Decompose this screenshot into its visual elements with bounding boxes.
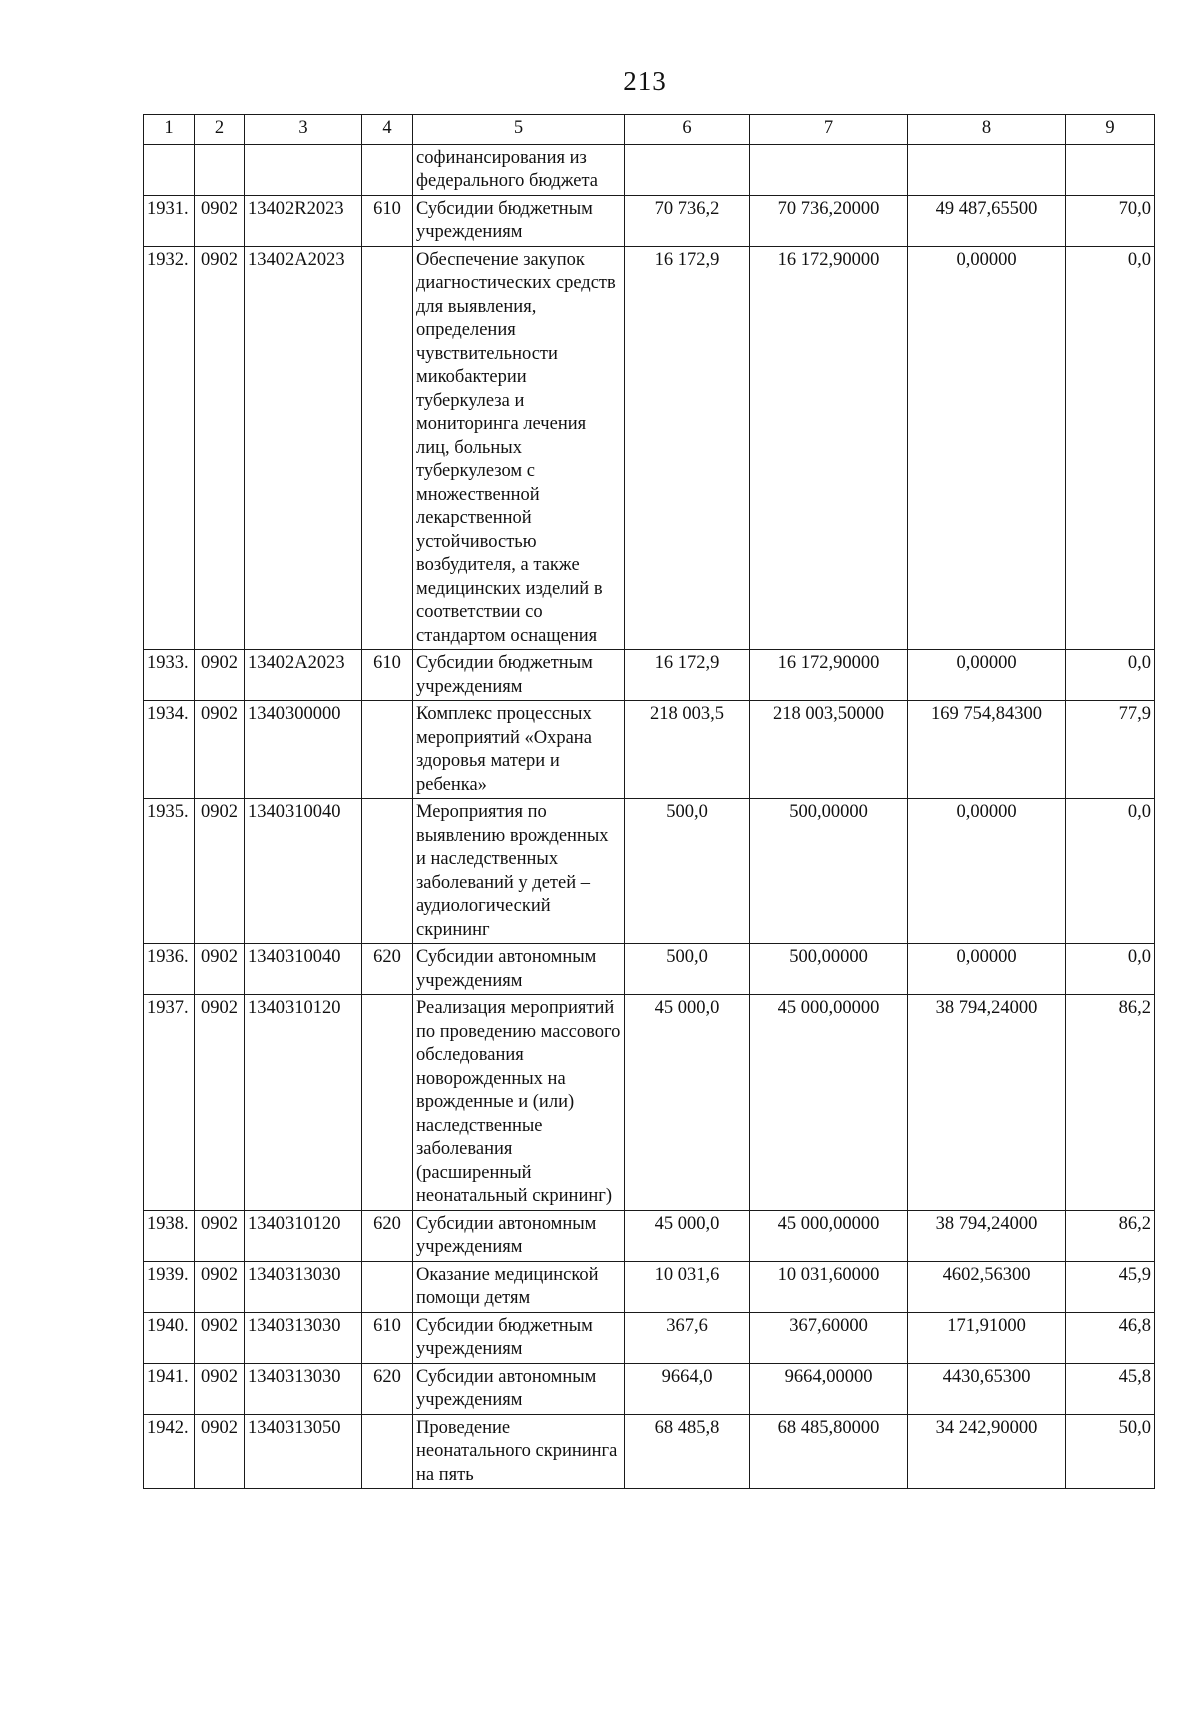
row-number-cell: 1938. <box>144 1210 195 1261</box>
executed-amount-cell: 4602,56300 <box>908 1261 1066 1312</box>
table-row <box>144 799 1155 944</box>
table-row <box>144 995 1155 1211</box>
table-row <box>144 1363 1155 1414</box>
execution-percent-cell: 46,8 <box>1066 1312 1155 1363</box>
table-row <box>144 195 1155 246</box>
plan-amount-cell: 500,0 <box>625 944 750 995</box>
table-row <box>144 1312 1155 1363</box>
expense-type-cell <box>362 144 413 195</box>
row-number-cell <box>144 144 195 195</box>
executed-amount-cell: 38 794,24000 <box>908 995 1066 1211</box>
section-code-cell: 0902 <box>195 650 245 701</box>
section-code-cell: 0902 <box>195 995 245 1211</box>
plan-amount-cell: 9664,0 <box>625 1363 750 1414</box>
row-number-cell: 1939. <box>144 1261 195 1312</box>
execution-percent-cell: 70,0 <box>1066 195 1155 246</box>
executed-amount-cell: 38 794,24000 <box>908 1210 1066 1261</box>
executed-amount-cell: 171,91000 <box>908 1312 1066 1363</box>
expense-type-cell <box>362 1261 413 1312</box>
table-row <box>144 944 1155 995</box>
header-cell: 3 <box>245 115 362 145</box>
expense-type-cell <box>362 246 413 650</box>
expense-type-cell <box>362 1414 413 1489</box>
refined-plan-cell: 16 172,90000 <box>750 650 908 701</box>
execution-percent-cell: 0,0 <box>1066 246 1155 650</box>
description-cell: софинансирования из федерального бюджета <box>413 144 625 195</box>
header-cell: 6 <box>625 115 750 145</box>
refined-plan-cell: 45 000,00000 <box>750 1210 908 1261</box>
section-code-cell: 0902 <box>195 1261 245 1312</box>
table-row <box>144 1414 1155 1489</box>
section-code-cell: 0902 <box>195 246 245 650</box>
table-row <box>144 1261 1155 1312</box>
description-cell: Субсидии автономным учреждениям <box>413 944 625 995</box>
target-article-cell: 13402A2023 <box>245 650 362 701</box>
execution-percent-cell: 86,2 <box>1066 995 1155 1211</box>
section-code-cell <box>195 144 245 195</box>
section-code-cell: 0902 <box>195 1414 245 1489</box>
row-number-cell: 1937. <box>144 995 195 1211</box>
section-code-cell: 0902 <box>195 1210 245 1261</box>
plan-amount-cell: 68 485,8 <box>625 1414 750 1489</box>
page-number: 213 <box>623 66 667 96</box>
description-cell: Субсидии автономным учреждениям <box>413 1210 625 1261</box>
target-article-cell: 13402R2023 <box>245 195 362 246</box>
plan-amount-cell: 45 000,0 <box>625 1210 750 1261</box>
execution-percent-cell: 86,2 <box>1066 1210 1155 1261</box>
execution-percent-cell: 0,0 <box>1066 799 1155 944</box>
execution-percent-cell: 0,0 <box>1066 650 1155 701</box>
section-code-cell: 0902 <box>195 1363 245 1414</box>
plan-amount-cell: 45 000,0 <box>625 995 750 1211</box>
target-article-cell: 1340313030 <box>245 1312 362 1363</box>
expense-type-cell: 620 <box>362 944 413 995</box>
description-cell: Реализация мероприятий по проведению массового обследования новорожденных на врожденные и (или) наследственные заболевания (расширенный неонатальный скрининг) <box>413 995 625 1211</box>
header-cell: 9 <box>1066 115 1155 145</box>
expense-type-cell <box>362 995 413 1211</box>
header-cell: 8 <box>908 115 1066 145</box>
executed-amount-cell: 0,00000 <box>908 650 1066 701</box>
table-row <box>144 246 1155 650</box>
execution-percent-cell: 0,0 <box>1066 944 1155 995</box>
executed-amount-cell <box>908 144 1066 195</box>
row-number-cell: 1931. <box>144 195 195 246</box>
description-cell: Субсидии бюджетным учреждениям <box>413 650 625 701</box>
description-cell: Субсидии автономным учреждениям <box>413 1363 625 1414</box>
target-article-cell: 1340310120 <box>245 995 362 1211</box>
expense-type-cell <box>362 799 413 944</box>
executed-amount-cell: 0,00000 <box>908 944 1066 995</box>
executed-amount-cell: 0,00000 <box>908 799 1066 944</box>
target-article-cell: 1340310120 <box>245 1210 362 1261</box>
description-cell: Субсидии бюджетным учреждениям <box>413 1312 625 1363</box>
plan-amount-cell: 16 172,9 <box>625 246 750 650</box>
refined-plan-cell: 9664,00000 <box>750 1363 908 1414</box>
executed-amount-cell: 49 487,65500 <box>908 195 1066 246</box>
header-cell: 7 <box>750 115 908 145</box>
expense-type-cell: 620 <box>362 1363 413 1414</box>
refined-plan-cell: 45 000,00000 <box>750 995 908 1211</box>
refined-plan-cell: 367,60000 <box>750 1312 908 1363</box>
row-number-cell: 1935. <box>144 799 195 944</box>
section-code-cell: 0902 <box>195 1312 245 1363</box>
refined-plan-cell: 500,00000 <box>750 799 908 944</box>
plan-amount-cell: 367,6 <box>625 1312 750 1363</box>
row-number-cell: 1932. <box>144 246 195 650</box>
section-code-cell: 0902 <box>195 944 245 995</box>
table-row <box>144 1210 1155 1261</box>
expense-type-cell: 620 <box>362 1210 413 1261</box>
plan-amount-cell <box>625 144 750 195</box>
target-article-cell: 1340313030 <box>245 1261 362 1312</box>
target-article-cell: 1340313050 <box>245 1414 362 1489</box>
target-article-cell <box>245 144 362 195</box>
continuation-row <box>144 144 1155 195</box>
header-cell: 4 <box>362 115 413 145</box>
section-code-cell: 0902 <box>195 701 245 799</box>
refined-plan-cell: 16 172,90000 <box>750 246 908 650</box>
executed-amount-cell: 0,00000 <box>908 246 1066 650</box>
header-cell: 1 <box>144 115 195 145</box>
execution-percent-cell: 45,8 <box>1066 1363 1155 1414</box>
expense-type-cell <box>362 701 413 799</box>
target-article-cell: 1340310040 <box>245 799 362 944</box>
refined-plan-cell: 68 485,80000 <box>750 1414 908 1489</box>
refined-plan-cell: 10 031,60000 <box>750 1261 908 1312</box>
budget-table <box>143 114 1155 1489</box>
plan-amount-cell: 500,0 <box>625 799 750 944</box>
target-article-cell: 1340310040 <box>245 944 362 995</box>
target-article-cell: 1340300000 <box>245 701 362 799</box>
row-number-cell: 1934. <box>144 701 195 799</box>
row-number-cell: 1933. <box>144 650 195 701</box>
plan-amount-cell: 218 003,5 <box>625 701 750 799</box>
row-number-cell: 1936. <box>144 944 195 995</box>
description-cell: Обеспечение закупок диагностических средств для выявления, определения чувствительности микобактерии туберкулеза и мониторинга лечения лиц, больных туберкулезом с множественной лекарственной устойчивостью возбудителя, а также медицинских изделий в соответствии со стандартом оснащения <box>413 246 625 650</box>
execution-percent-cell: 50,0 <box>1066 1414 1155 1489</box>
description-cell: Проведение неонатального скрининга на пять <box>413 1414 625 1489</box>
row-number-cell: 1940. <box>144 1312 195 1363</box>
execution-percent-cell <box>1066 144 1155 195</box>
table-row <box>144 650 1155 701</box>
expense-type-cell: 610 <box>362 650 413 701</box>
header-row <box>144 115 1155 145</box>
row-number-cell: 1942. <box>144 1414 195 1489</box>
description-cell: Оказание медицинской помощи детям <box>413 1261 625 1312</box>
description-cell: Субсидии бюджетным учреждениям <box>413 195 625 246</box>
refined-plan-cell: 500,00000 <box>750 944 908 995</box>
description-cell: Комплекс процессных мероприятий «Охрана здоровья матери и ребенка» <box>413 701 625 799</box>
header-cell: 5 <box>413 115 625 145</box>
refined-plan-cell: 70 736,20000 <box>750 195 908 246</box>
executed-amount-cell: 4430,65300 <box>908 1363 1066 1414</box>
plan-amount-cell: 70 736,2 <box>625 195 750 246</box>
header-cell: 2 <box>195 115 245 145</box>
refined-plan-cell <box>750 144 908 195</box>
execution-percent-cell: 45,9 <box>1066 1261 1155 1312</box>
executed-amount-cell: 34 242,90000 <box>908 1414 1066 1489</box>
plan-amount-cell: 16 172,9 <box>625 650 750 701</box>
description-cell: Мероприятия по выявлению врожденных и наследственных заболеваний у детей – аудиологический скрининг <box>413 799 625 944</box>
executed-amount-cell: 169 754,84300 <box>908 701 1066 799</box>
refined-plan-cell: 218 003,50000 <box>750 701 908 799</box>
expense-type-cell: 610 <box>362 195 413 246</box>
plan-amount-cell: 10 031,6 <box>625 1261 750 1312</box>
execution-percent-cell: 77,9 <box>1066 701 1155 799</box>
row-number-cell: 1941. <box>144 1363 195 1414</box>
table-row <box>144 701 1155 799</box>
expense-type-cell: 610 <box>362 1312 413 1363</box>
section-code-cell: 0902 <box>195 195 245 246</box>
target-article-cell: 1340313030 <box>245 1363 362 1414</box>
target-article-cell: 13402A2023 <box>245 246 362 650</box>
section-code-cell: 0902 <box>195 799 245 944</box>
